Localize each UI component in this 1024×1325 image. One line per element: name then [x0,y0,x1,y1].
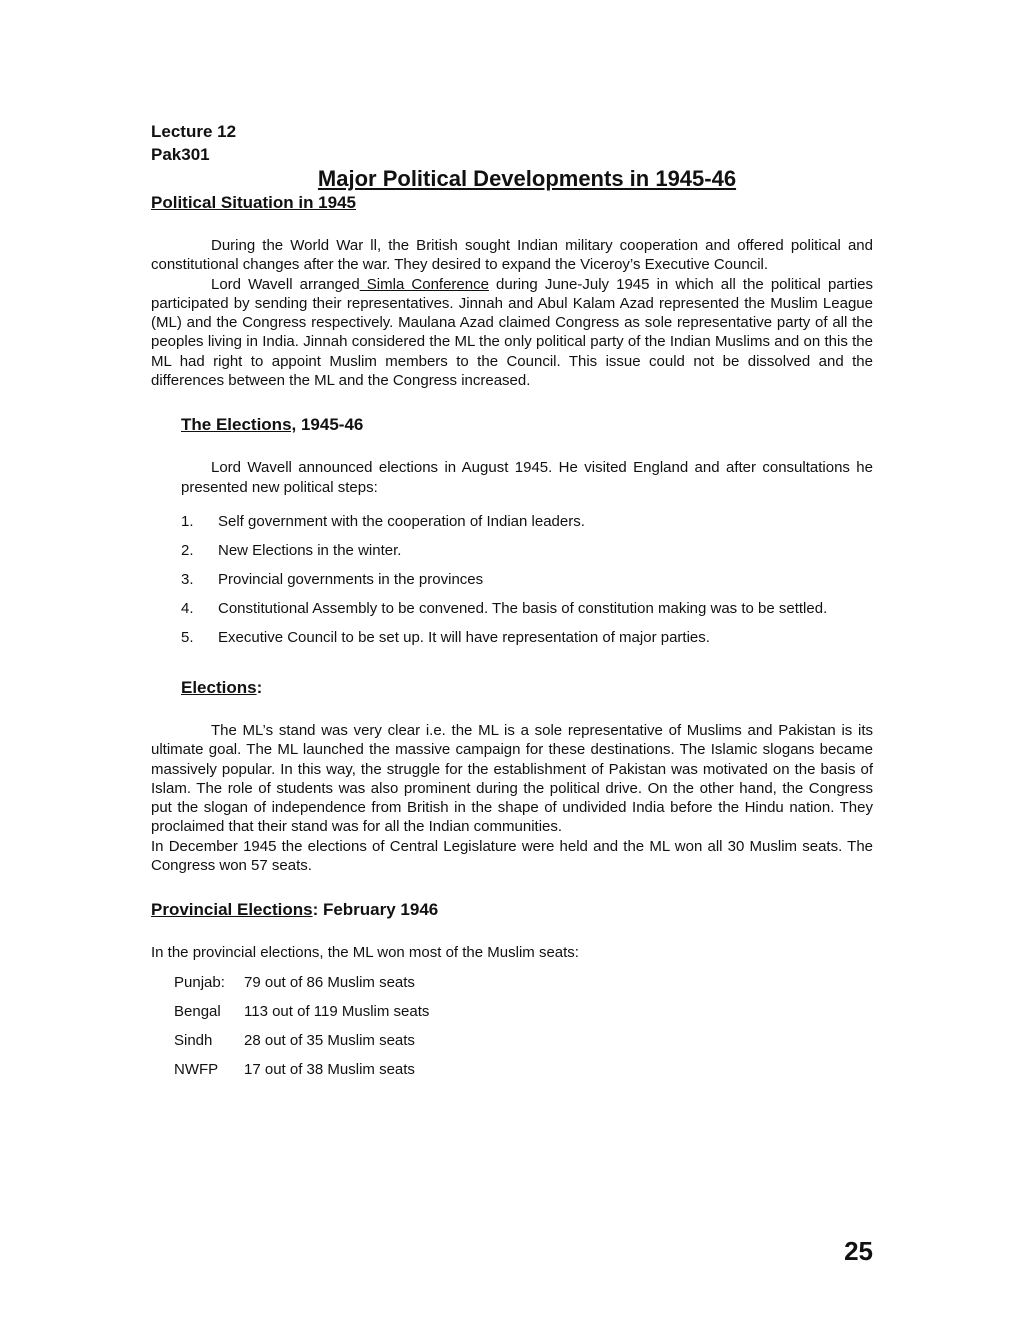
seats-won: 17 out of 38 Muslim seats [244,1060,415,1078]
lecture-label: Lecture 12 [151,122,237,141]
course-code: Pak301 [151,145,210,164]
provincial-results-list [174,968,873,1084]
list-item [181,507,873,536]
list-item-number: 4. [181,599,194,617]
section-heading-provincial-elections: Provincial Elections: February 1946 [151,900,439,920]
list-item [181,594,873,623]
list-item-text: Provincial governments in the provinces [218,570,484,588]
result-row [174,1026,873,1055]
list-item-text: Constitutional Assembly to be convened. The basis of constitution making was to be settled. [218,599,828,617]
province-name: Punjab: [174,973,225,991]
list-item-number: 2. [181,541,194,559]
elections-paragraph-2: In December 1945 the elections of Central Legislature were held and the ML won all 30 Muslim seats. The Congress won 57 seats. [151,837,873,875]
section-heading-elections: Elections: [181,677,263,697]
political-steps-list [181,507,873,652]
result-row [174,1055,873,1084]
province-name: NWFP [174,1060,219,1078]
section-heading-elections-1945-46: The Elections, 1945-46 [181,415,364,435]
seats-won: 28 out of 35 Muslim seats [244,1031,415,1049]
political-situation-paragraph-1: During the World War ll, the British sought Indian military cooperation and offered political and constitutional changes after the war. They desired to expand the Viceroy’s Executive Council. [151,237,873,274]
list-item-number: 5. [181,628,194,646]
province-name: Bengal [174,1002,221,1020]
provincial-intro-paragraph: In the provincial elections, the ML won most of the Muslim seats: [151,944,579,962]
elections-intro-paragraph: Lord Wavell announced elections in August 1945. He visited England and after consultations he presented new political steps: [181,459,873,496]
section-heading-political-situation: Political Situation in 1945 [151,193,356,212]
elections-paragraph-1: The ML’s stand was very clear i.e. the ML is a sole representative of Muslims and Pakistan is its ultimate goal. The ML launched the massive campaign for these destinations. The Islamic slogans became massively popular. In this way, the struggle for the establishment of Pakistan was motivated on the basis of Islam. The role of students was also prominent during the political drive. On the other hand, the Congress put the slogan of independence from British in the shape of undivided India before the Hindu nation. They proclaimed that their stand was for all the Indian communities. [151,721,873,836]
page-number: 25 [844,1236,873,1266]
list-item-number: 3. [181,570,194,588]
seats-won: 79 out of 86 Muslim seats [244,973,415,991]
list-item-number: 1. [181,512,194,530]
page-title: Major Political Developments in 1945-46 [317,166,737,191]
list-item-text: Self government with the cooperation of Indian leaders. [218,512,585,530]
province-name: Sindh [174,1031,213,1049]
list-item-text: New Elections in the winter. [218,541,402,559]
list-item [181,536,873,565]
seats-won: 113 out of 119 Muslim seats [244,1002,430,1020]
list-item-text: Executive Council to be set up. It will have representation of major parties. [218,628,710,646]
list-item [181,623,873,652]
list-item [181,565,873,594]
political-situation-paragraph-2: Lord Wavell arranged Simla Conference during June-July 1945 in which all the political parties participated by sending their representatives. Jinnah and Abul Kalam Azad represented the Muslim League (ML) and the Congress respectively. Maulana Azad claimed Congress as sole representative party of all the peoples living in India. Jinnah considered the ML the only political party of the Indian Muslims and on this the ML had right to appoint Muslim members to the Council. This issue could not be dissolved and the differences between the ML and the Congress increased. [151,275,873,390]
result-row [174,997,873,1026]
document-page [151,120,873,1084]
result-row [174,968,873,997]
simla-conference-link: Simla Conference [359,275,489,293]
